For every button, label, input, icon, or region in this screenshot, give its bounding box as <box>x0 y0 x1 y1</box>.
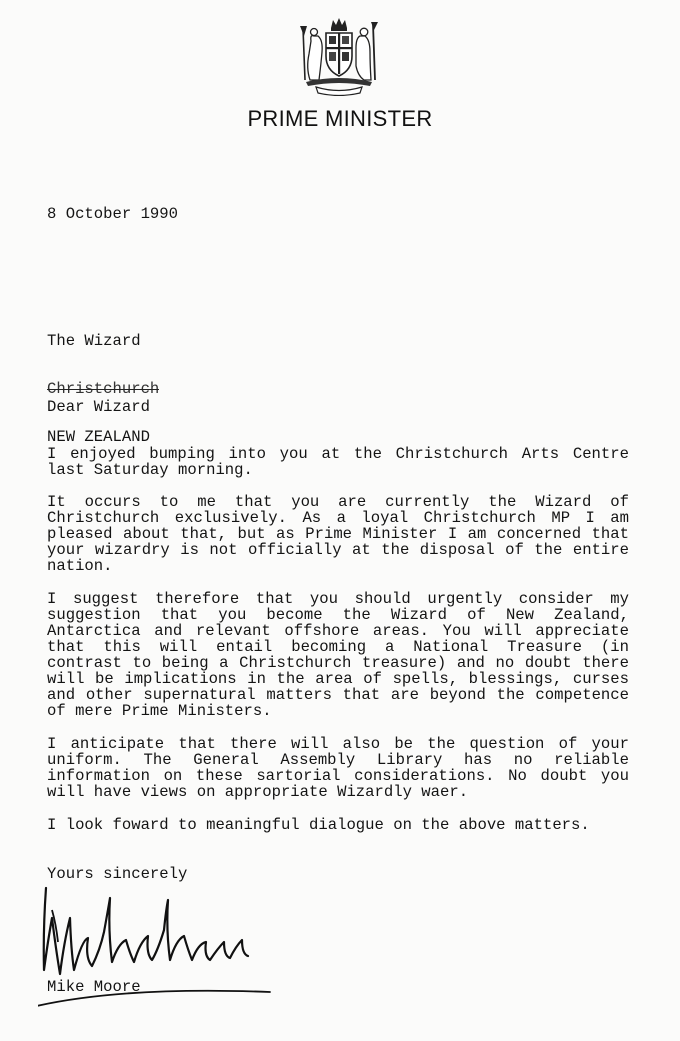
closing: Yours sincerely <box>47 865 188 883</box>
body-paragraph-1 <box>47 446 629 478</box>
paragraph-text: It occurs to me that you are currently the Wizard of Christchurch exclusively. As a loyal Christchurch MP I am pleased about that, but as Prime Minister I am concerned that your wizardry is not officially at the disposal of the entire nation. <box>47 493 629 575</box>
letter-date: 8 October 1990 <box>47 205 179 223</box>
signer-name: Mike Moore <box>47 978 141 996</box>
paragraph-text: I enjoyed bumping into you at the Christchurch Arts Centre last Saturday morning. <box>47 445 629 479</box>
letterhead-office-title: PRIME MINISTER <box>247 106 433 131</box>
recipient-name: The Wizard <box>47 332 141 350</box>
body-paragraph-2 <box>47 494 629 574</box>
body-paragraph-5 <box>47 817 629 833</box>
body-paragraph-3 <box>47 591 629 719</box>
paragraph-text: I look foward to meaningful dialogue on the above matters. <box>47 816 590 834</box>
paragraph-text: I suggest therefore that you should urgently consider my suggestion that you become the Wizard of New Zealand, Antarctica and relevant offshore areas. You will appreciate that this will entail becoming a National Treasure (in contrast to being a Christchurch treasure) and no doubt there will be implications in the area of spells, blessings, curses and other supernatural matters that are beyond the competence of mere Prime Ministers. <box>47 590 629 720</box>
recipient-country: NEW ZEALAND <box>47 428 150 446</box>
handwritten-signature <box>38 870 278 1020</box>
recipient-city-struck-through: Christchurch <box>47 380 160 398</box>
new-zealand-coat-of-arms-icon <box>294 14 384 96</box>
body-paragraph-4 <box>47 736 629 800</box>
paragraph-text: I anticipate that there will also be the question of your uniform. The General Assembly Library has no reliable information on these sartorial considerations. No doubt you will have views on appropriate Wizardly waer. <box>47 735 629 801</box>
salutation: Dear Wizard <box>47 398 150 416</box>
